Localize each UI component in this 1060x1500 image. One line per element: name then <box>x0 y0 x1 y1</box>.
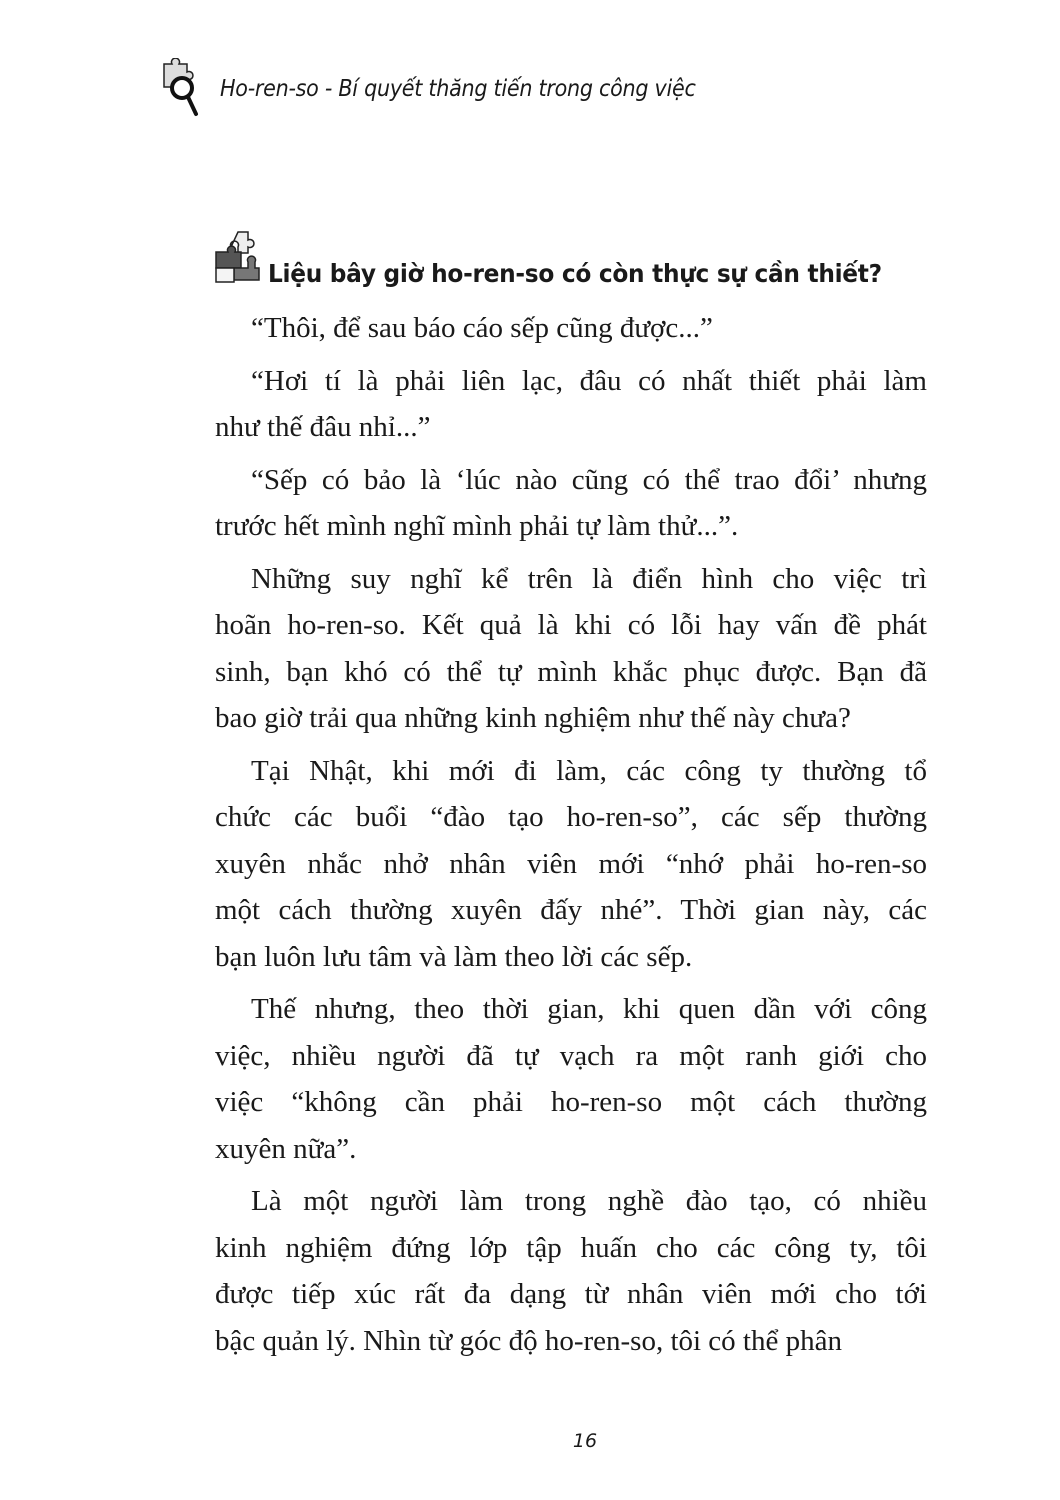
text-line: việc, nhiều người đã tự vạch ra một ranh giới cho <box>215 1039 927 1072</box>
section-heading <box>212 228 928 288</box>
paragraph <box>215 305 927 352</box>
running-head-title: Ho-ren-so - Bí quyết thăng tiến trong công việc <box>220 76 696 102</box>
text-line: sinh, bạn khó có thể tự mình khắc phục được. Bạn đã <box>215 655 927 688</box>
text-line: Những suy nghĩ kể trên là điển hình cho việc trì <box>251 562 927 595</box>
text-line: hoãn ho-ren-so. Kết quả là khi có lỗi hay vấn đề phát <box>215 609 927 641</box>
text-line: bao giờ trải qua những kinh nghiệm như thế này chưa? <box>215 702 851 734</box>
text-line: Là một người làm trong nghề đào tạo, có nhiều <box>251 1185 927 1217</box>
text-line: “Hơi tí là phải liên lạc, đâu có nhất thiết phải làm <box>251 364 927 397</box>
text-line: việc “không cần phải ho-ren-so một cách thường <box>215 1086 927 1118</box>
text-line: được tiếp xúc rất đa dạng từ nhân viên mới cho tới <box>215 1278 927 1310</box>
text-line: như thế đâu nhỉ...” <box>215 411 431 443</box>
paragraph <box>215 457 927 550</box>
body-text <box>215 305 927 1370</box>
text-line: Thế nhưng, theo thời gian, khi quen dần với công <box>251 993 927 1025</box>
paragraph <box>215 358 927 451</box>
text-line: trước hết mình nghĩ mình phải tự làm thử...”. <box>215 510 739 542</box>
paragraph <box>215 1178 927 1364</box>
text-line: “Sếp có bảo là ‘lúc nào cũng có thể trao đổi’ nhưng <box>251 463 927 496</box>
section-heading-text: Liệu bây giờ ho-ren-so có còn thực sự cần thiết? <box>268 259 882 288</box>
text-line: một cách thường xuyên đấy nhé”. Thời gian này, các <box>215 894 927 926</box>
text-line: xuyên nữa”. <box>215 1132 357 1165</box>
text-line: “Thôi, để sau báo cáo sếp cũng được...” <box>251 312 713 344</box>
puzzle-pieces-icon <box>212 228 264 288</box>
puzzle-magnifier-icon <box>160 58 210 120</box>
running-head <box>160 58 748 120</box>
text-line: chức các buổi “đào tạo ho-ren-so”, các sếp thường <box>215 801 927 833</box>
page-number: 16 <box>572 1430 598 1452</box>
text-line: xuyên nhắc nhở nhân viên mới “nhớ phải ho-ren-so <box>215 847 927 880</box>
text-line: bạn luôn lưu tâm và làm theo lời các sếp. <box>215 940 693 973</box>
text-line: kinh nghiệm đứng lớp tập huấn cho các công ty, tôi <box>215 1231 927 1264</box>
text-line: Tại Nhật, khi mới đi làm, các công ty thường tổ <box>251 754 927 787</box>
paragraph <box>215 748 927 981</box>
text-line: bậc quản lý. Nhìn từ góc độ ho-ren-so, tôi có thể phân <box>215 1324 842 1357</box>
paragraph <box>215 986 927 1172</box>
paragraph <box>215 556 927 742</box>
